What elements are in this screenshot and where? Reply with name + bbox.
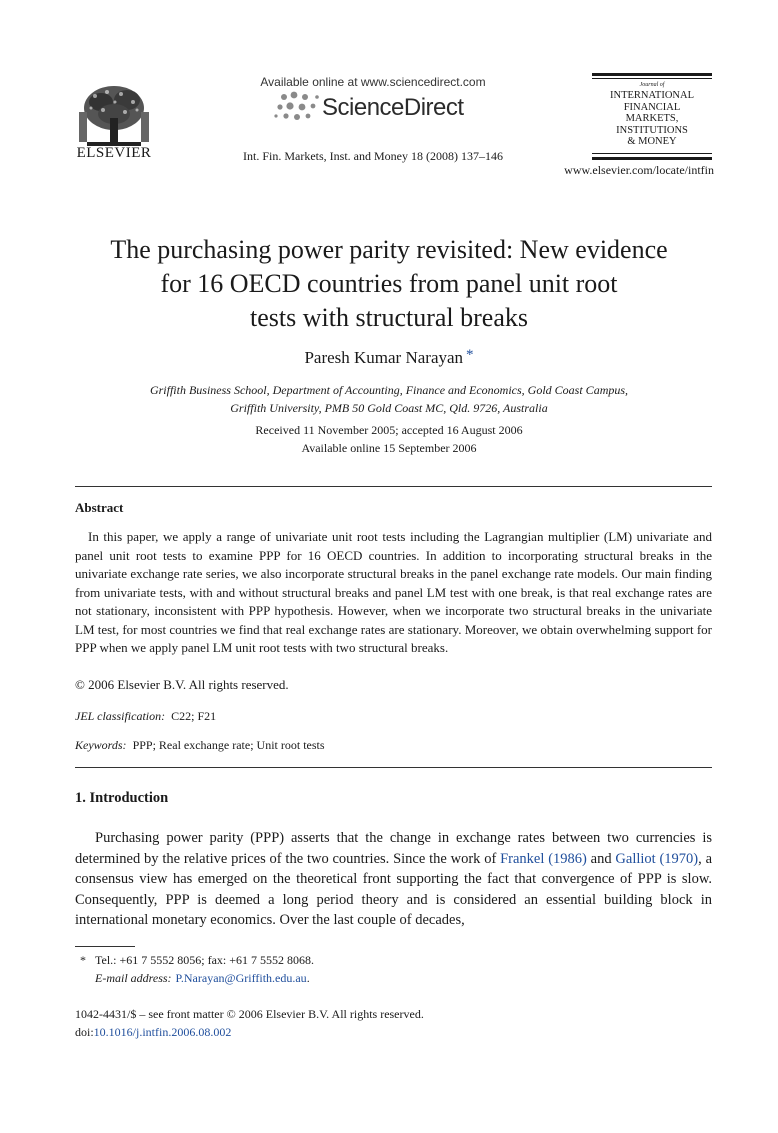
journal-title-box: [592, 73, 712, 160]
title-line: for 16 OECD countries from panel unit root: [160, 269, 618, 298]
abstract-body: [75, 528, 712, 658]
abstract-text: In this paper, we apply a range of univariate unit root tests including the Lagrangian multiplier (LM) univariate and panel unit root tests to examine PPP for 16 OECD countries. In addition to incorporating structural breaks in the univariate exchange rate series, we also incorporate structural breaks in the panel exchange rate models. Our main finding from univariate tests, with and without structural breaks and panel LM test with one break, is that real exchange rates are not stationary, inconsistent with PPP hypothesis. However, when we incorporate two structural breaks in the univariate LM test, for most countries we find that real exchange rates are stationary. Moreover, we obtain overwhelming support for PPP when we apply panel LM unit root tests with two structural breaks.: [75, 529, 712, 655]
intro-text-a: Purchasing power parity (PPP) asserts that the change in exchange rates between two currencies is determined by the relative prices of the two countries. Since the work of: [75, 830, 712, 867]
author-footnote-marker[interactable]: *: [466, 347, 474, 363]
citation-link-frankel[interactable]: Frankel (1986): [500, 850, 587, 867]
sciencedirect-logo-text: ScienceDirect: [322, 94, 464, 121]
abstract-heading: Abstract: [75, 500, 124, 515]
intro-paragraph: [75, 828, 712, 931]
doi-label: doi:: [75, 1025, 94, 1039]
journal-box-bottom-rule: [592, 157, 712, 160]
abstract-copyright: © 2006 Elsevier B.V. All rights reserved.: [75, 677, 289, 692]
keywords: [75, 738, 325, 753]
footnote-rule: [75, 946, 135, 947]
journal-name-line: MARKETS,: [625, 113, 679, 124]
keywords-label: Keywords:: [75, 738, 127, 752]
journal-name-line: FINANCIAL: [623, 101, 681, 113]
email-link[interactable]: P.Narayan@Griffith.edu.au: [175, 971, 307, 985]
jel-value: C22; F21: [171, 709, 217, 723]
keywords-value: PPP; Real exchange rate; Unit root tests: [132, 738, 325, 752]
received-date: Received 11 November 2005; accepted 16 August 2006: [255, 423, 523, 437]
journal-url[interactable]: www.elsevier.com/locate/intfin: [564, 163, 714, 177]
doi-link[interactable]: 10.1016/j.intfin.2006.08.002: [93, 1025, 232, 1039]
doi-line: [75, 1025, 231, 1040]
journal-box-top-rule-thin: [592, 78, 712, 79]
journal-name: [592, 90, 712, 148]
intro-text-c: , a consensus view has emerged on the theoretical front supporting the fact that convergence of PPP is slow. Consequently, PPP is deemed a long period theory and is considered an essential building block in international monetary economics. Over the last couple of decades,: [75, 850, 713, 928]
paper-title: [60, 233, 718, 335]
affiliation-line: Griffith University, PMB 50 Gold Coast MC, Qld. 9726, Australia: [230, 401, 548, 415]
author-name: Paresh Kumar Narayan: [304, 348, 464, 367]
journal-name-line: INSTITUTIONS: [616, 124, 688, 136]
jel-label: JEL classification:: [75, 709, 166, 723]
footnote-contact: [75, 953, 314, 968]
article-dates: [150, 421, 628, 457]
footnote-email: [95, 971, 310, 986]
abstract-top-rule: [75, 486, 712, 487]
footnote-tel: Tel.: +61 7 5552 8056; fax: +61 7 5552 8068.: [95, 953, 315, 967]
title-line: tests with structural breaks: [250, 303, 528, 332]
email-period: .: [306, 971, 310, 985]
available-online-text: Available online at www.sciencedirect.com: [260, 75, 486, 89]
front-matter-issn: 1042-4431/$ – see front matter © 2006 Elsevier B.V. All rights reserved.: [75, 1007, 424, 1021]
journal-citation: Int. Fin. Markets, Inst. and Money 18 (2008) 137–146: [243, 149, 503, 163]
intro-text-b: and: [586, 850, 616, 867]
journal-box-bottom-rule-thin: [592, 153, 712, 154]
title-line: The purchasing power parity revisited: New evidence: [110, 235, 668, 264]
citation-link-galliot[interactable]: Galliot (1970): [615, 850, 699, 867]
introduction-text: [75, 828, 712, 931]
journal-small-caption: Journal of: [639, 82, 665, 88]
available-date: Available online 15 September 2006: [301, 441, 477, 455]
journal-name-line: & MONEY: [627, 136, 677, 147]
jel-classification: [75, 709, 216, 724]
affiliation-line: Griffith Business School, Department of Accounting, Finance and Economics, Gold Coast Campus,: [149, 383, 629, 397]
section-heading: 1. Introduction: [75, 790, 169, 806]
journal-name-line: INTERNATIONAL: [610, 90, 694, 101]
affiliation: [90, 381, 688, 417]
journal-box-top-rule: [592, 73, 712, 76]
abstract-bottom-rule: [75, 767, 712, 768]
footnote-marker: *: [80, 953, 86, 967]
elsevier-wordmark: ELSEVIER: [76, 145, 152, 161]
author-line: [120, 347, 658, 368]
email-label: E-mail address:: [95, 971, 172, 985]
